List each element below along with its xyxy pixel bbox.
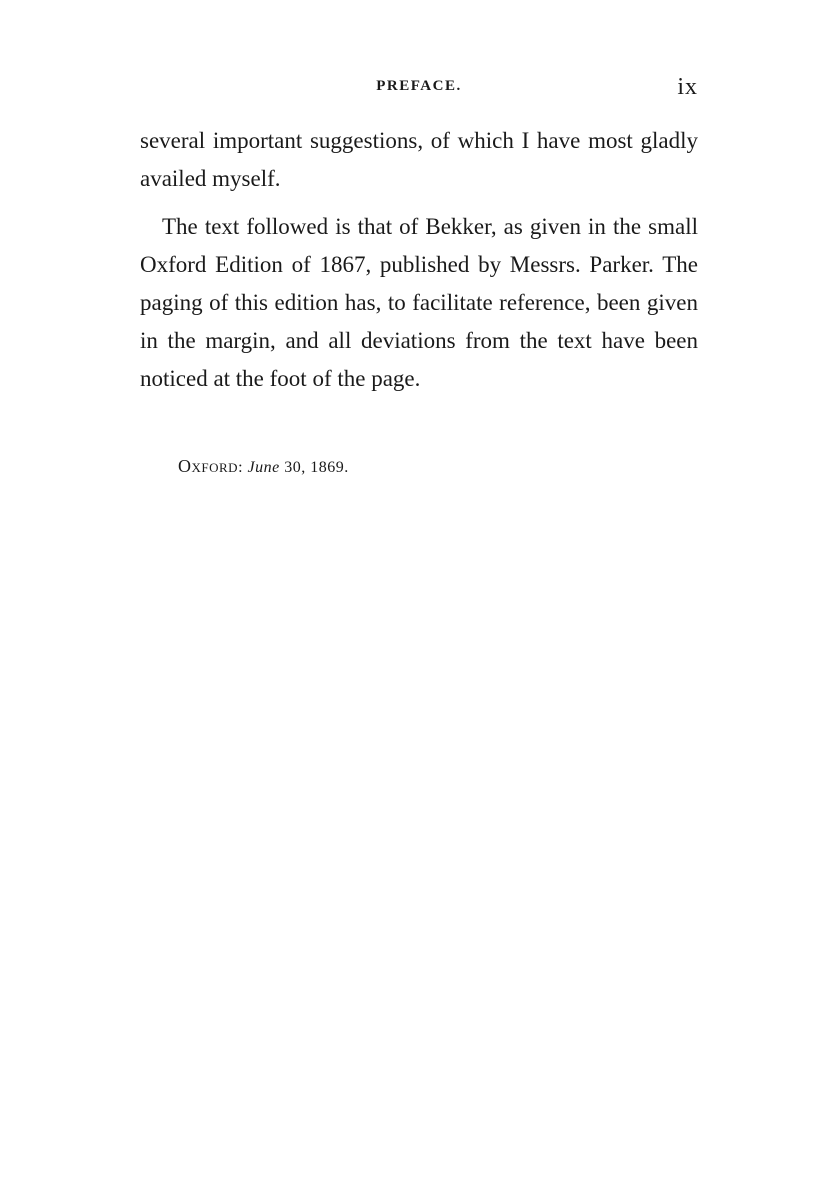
dateline-separator: : [238, 459, 244, 476]
dateline-day-year: 30, 1869. [284, 459, 349, 476]
page-number: ix [677, 74, 698, 100]
running-head [140, 74, 698, 104]
body-text [140, 122, 698, 398]
dateline [178, 456, 349, 477]
dateline-place: Oxford [178, 456, 239, 476]
running-title: PREFACE. [376, 78, 462, 94]
paragraph-continued: several important suggestions, of which I have most gladly availed myself. [140, 128, 698, 191]
dateline-month: June [247, 459, 280, 476]
paragraph-text-source: The text followed is that of Bekker, as given in the small Oxford Edition of 1867, published by Messrs. Parker. The paging of this edition has, to facilitate reference, been given in the margin, and all deviations from the text have been noticed at the foot of the page. [140, 214, 698, 391]
